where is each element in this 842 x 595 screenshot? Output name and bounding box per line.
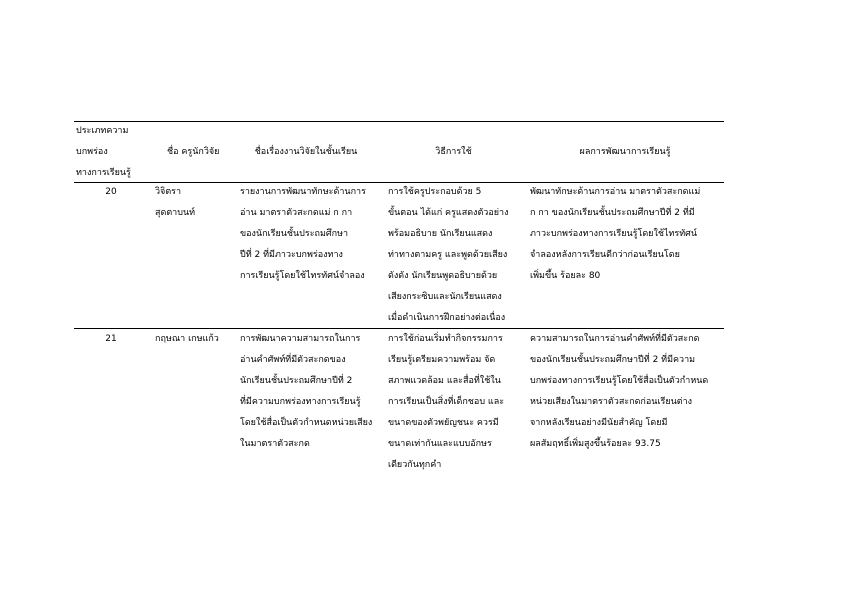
header-method: วิธีการใช้ [435,147,472,157]
header-learning-disability-type: ประเภทความ บกพร่อง ทางการเรียนรู้ [76,126,131,178]
row-number: 20 [105,187,117,197]
header-researcher: ชื่อ ครูนักวิจัย [167,147,220,157]
row-method: การใช้ครูประกอบด้วย 5 ขั้นตอน ได้แก่ ครูแสดงตัวอย่าง พร้อมอธิบาย นักเรียนแสดง ท่าทางตามครู และพูดด้วยเสียง ดังดัง นักเรียนพูดอธิบายด้วย เสียงกระซิบและนักเรียนแสดง เมื่อดำเนินการฝึกอย่างต่อเนื่อง [388,187,509,323]
header-research-title: ชื่อเรื่องงานวิจัยในชั้นเรียน [254,147,358,157]
row-research-title: รายงานการพัฒนาทักษะด้านการ อ่าน มาตราตัวสะกดแม่ ก กา ของนักเรียนชั้นประถมศึกษา ปีที่ 2 ที่มีภาวะบกพร่องทาง การเรียนรู้โดยใช้ไทรทัศน์จำลอง [240,187,366,281]
row-result: พัฒนาทักษะด้านการอ่าน มาตราตัวสะกดแม่ ก กา ของนักเรียนชั้นประถมศึกษาปีที่ 2 ที่มี ภาวะบกพร่องทางการเรียนรู้โดยใช้ไทรทัศน์ จำลองหลังการเรียนดีกว่าก่อนเรียนโดย เพิ่มขึ้น ร้อยละ 80 [530,187,701,281]
header-result: ผลการพัฒนาการเรียนรู้ [579,147,671,157]
table-top-rule [74,121,724,122]
row-researcher: กฤษณา เกษแก้ว [155,334,219,344]
row-number: 21 [105,334,117,344]
row-research-title: การพัฒนาความสามารถในการ อ่านคำศัพท์ที่มีตัวสะกดของ นักเรียนชั้นประถมศึกษาปีที่ 2 ที่มีความบกพร่องทางการเรียนรู้ โดยใช้สื่อเป็นตัวกำหนดหน่วยเสียง ในมาตราตัวสะกด [240,334,373,449]
row-result: ความสามารถในการอ่านคำศัพท์ที่มีตัวสะกด ของนักเรียนชั้นประถมศึกษาปีที่ 2 ที่มีความ บกพร่องทางการเรียนรู้โดยใช้สื่อเป็นตัวกำหนด หน่วยเสียงในมาตราตัวสะกดก่อนเรียนต่าง จากหลังเรียนอย่างมีนัยสำคัญ โดยมี ผลสัมฤทธิ์เพิ่มสูงขึ้นร้อยละ 93.75 [530,334,709,449]
row-method: การใช้ก่อนเริ่มทำกิจกรรมการ เรียนรู้เตรียมความพร้อม จัด สภาพแวดล้อม และสื่อที่ใช้ใน การเรียนเป็นสิ่งที่เด็กชอบ และ ขนาดของตัวพยัญชนะ ควรมี ขนาดเท่ากันและแบบอักษร เดียวกันทุกคำ [388,334,505,470]
row-researcher: วิจิตรา สุดตาบนท์ [155,187,196,218]
